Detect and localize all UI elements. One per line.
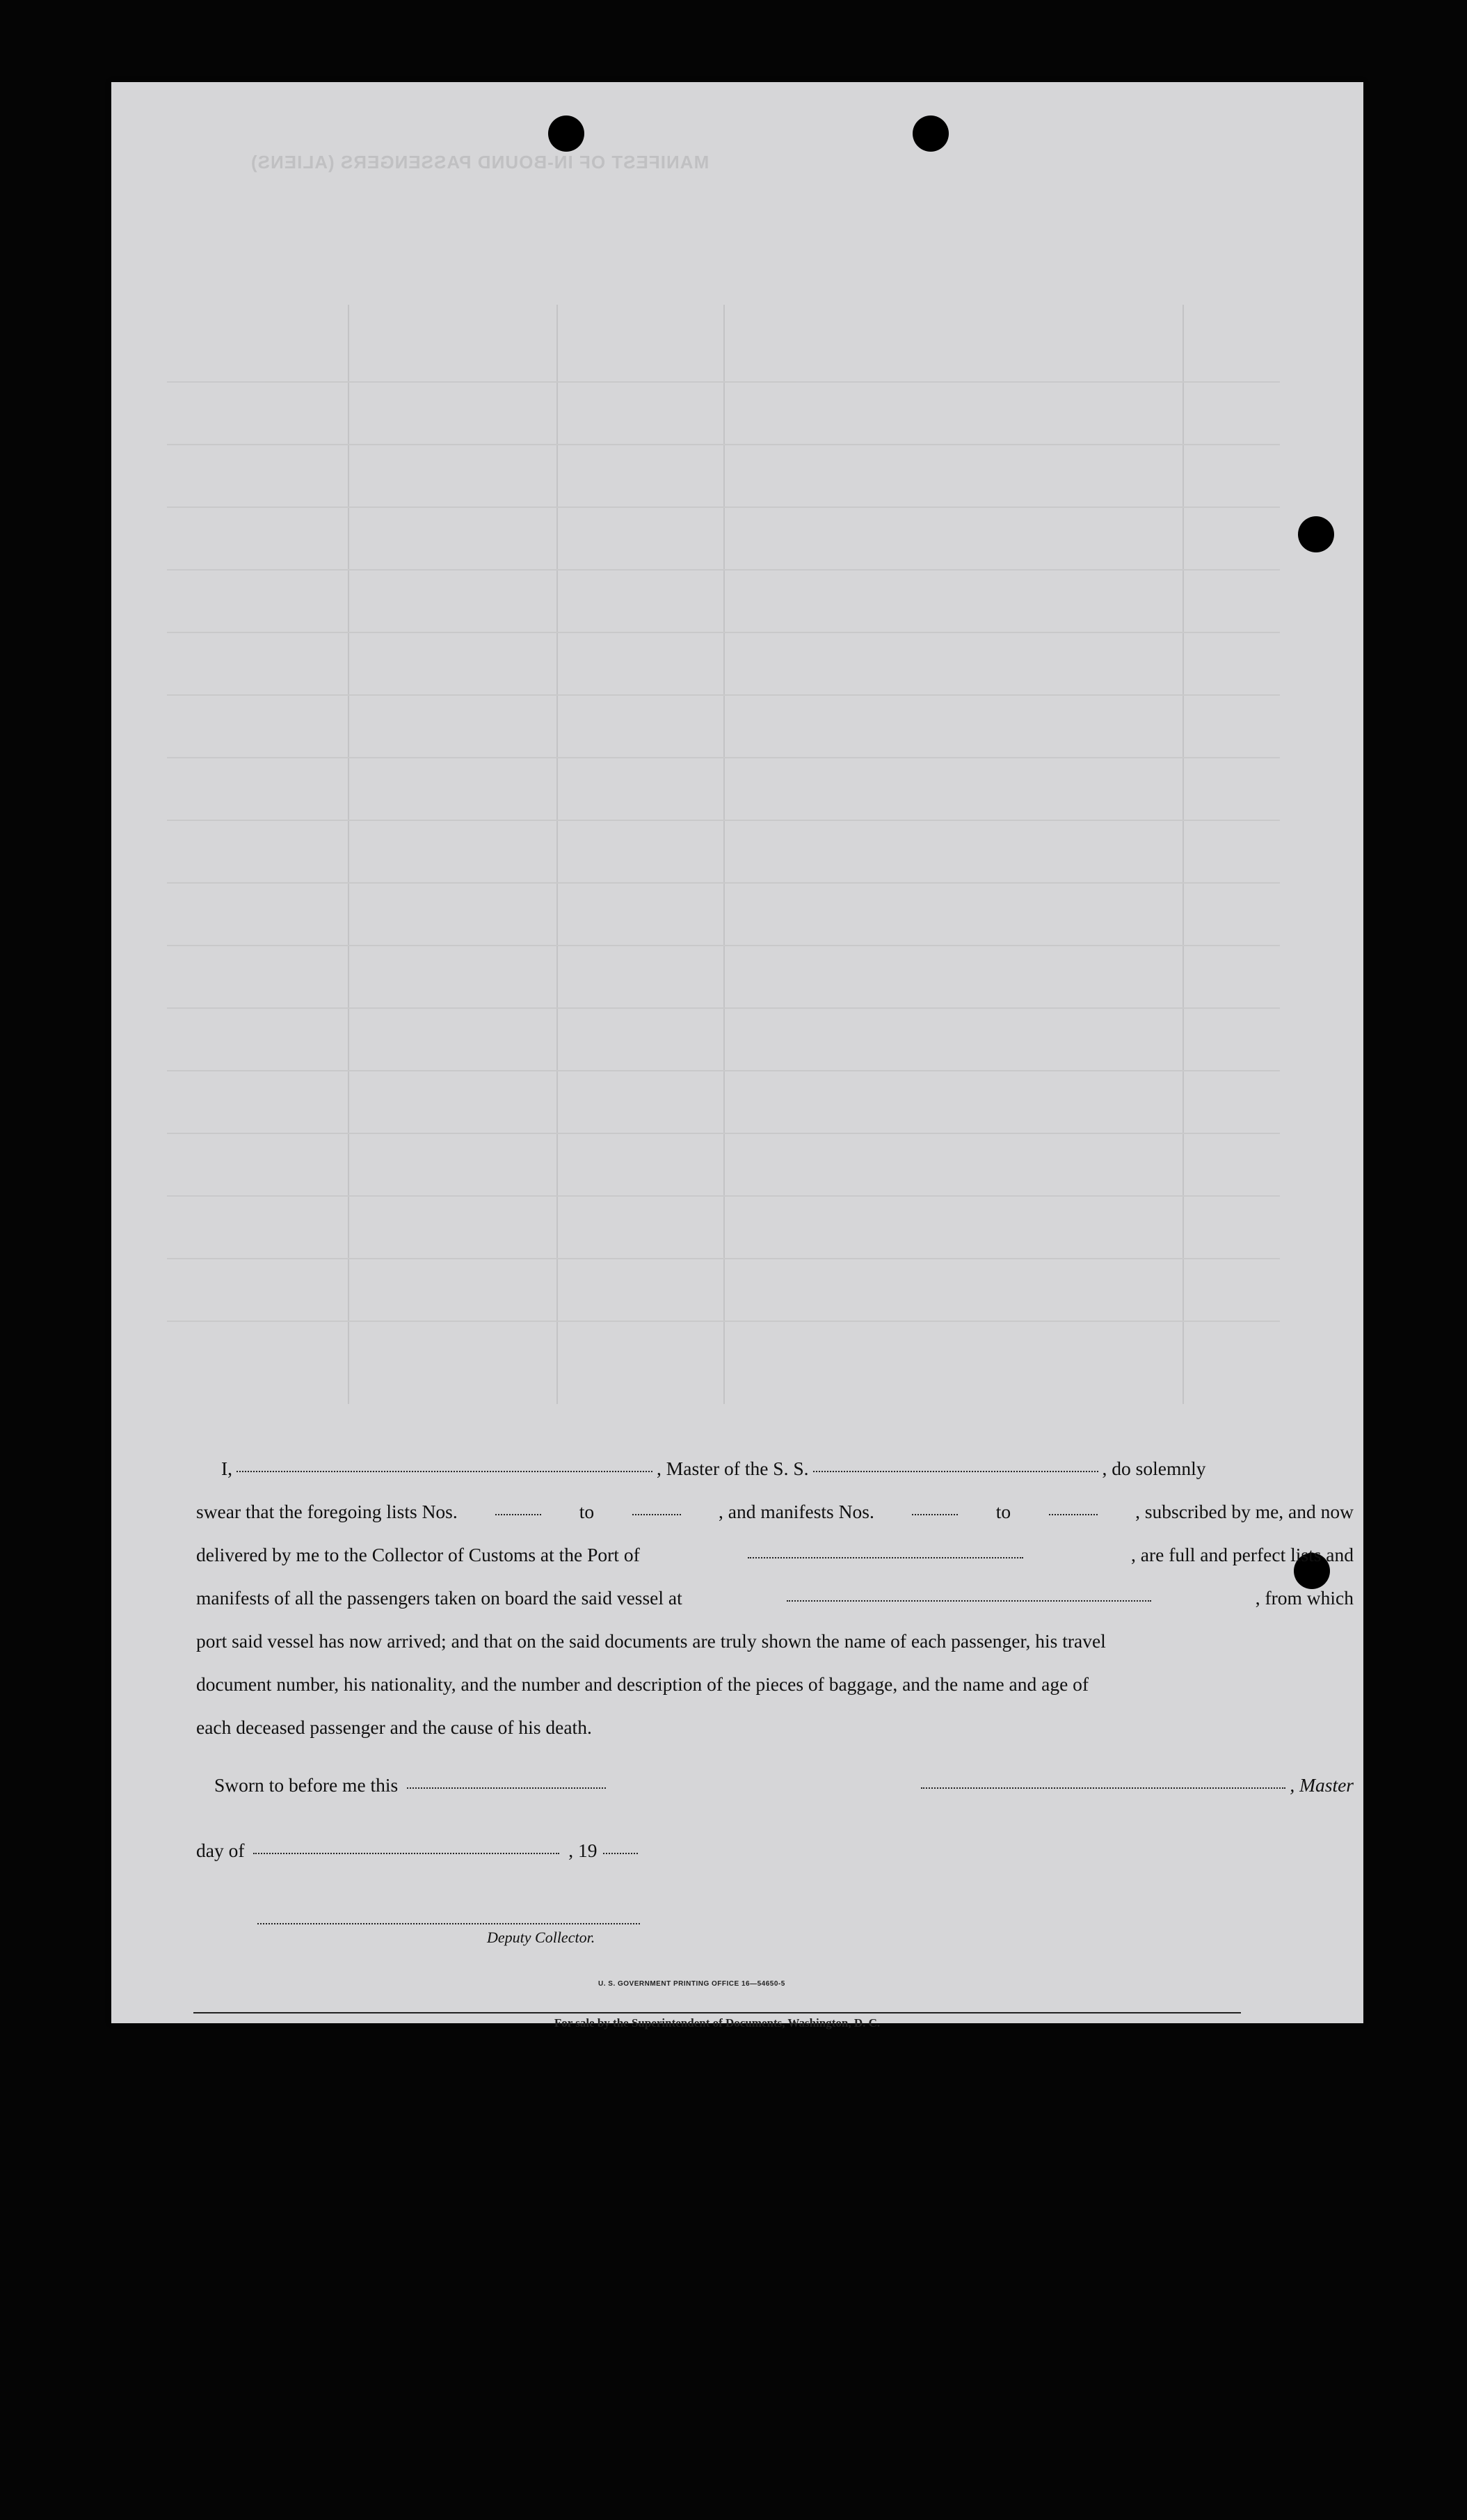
declaration-line-4 [196, 1577, 1354, 1620]
ghost-row-line [167, 507, 1280, 508]
master-signature-blank[interactable] [921, 1787, 1285, 1789]
declaration-text: to [995, 1501, 1011, 1522]
ghost-row-line [167, 882, 1280, 884]
ghost-row-line [167, 444, 1280, 445]
declaration-text: to [579, 1501, 595, 1522]
ghost-row-line [167, 1195, 1280, 1197]
ghost-title: MANIFEST OF IN-BOUND PASSENGERS (ALIENS) [250, 152, 710, 173]
declaration-text: , from which [1255, 1587, 1354, 1609]
declaration-line-5 [196, 1620, 1354, 1663]
declaration-line-6 [196, 1663, 1354, 1706]
ghost-column-line [348, 305, 349, 1404]
ghost-column-line [556, 305, 558, 1404]
sworn-before-line [214, 1774, 610, 1796]
punch-hole-right-upper [1298, 516, 1334, 552]
ghost-row-line [167, 1258, 1280, 1259]
ship-name-blank[interactable] [813, 1471, 1098, 1472]
footer-rule [193, 2012, 1241, 2013]
master-signature-line [807, 1774, 1354, 1796]
master-name-blank[interactable] [237, 1471, 652, 1472]
show-through [111, 82, 1363, 1404]
ghost-row-line [167, 381, 1280, 383]
manifest-back-page [111, 82, 1363, 2029]
deputy-collector-label: Deputy Collector. [487, 1929, 595, 1946]
ghost-row-line [167, 1007, 1280, 1009]
ghost-row-line [167, 1321, 1280, 1322]
declaration-text: document number, his nationality, and the number and description of the pieces of baggage, and the name and age of [196, 1673, 1089, 1695]
declaration-line-1 [196, 1447, 1354, 1490]
ghost-row-line [167, 694, 1280, 696]
ghost-row-line [167, 569, 1280, 571]
manifests-from-blank[interactable] [912, 1514, 958, 1515]
sworn-date-blank[interactable] [407, 1787, 606, 1789]
declaration-line-7 [196, 1706, 1354, 1749]
declaration-text: manifests of all the passengers taken on board the said vessel at [196, 1587, 682, 1609]
printing-office-imprint: U. S. GOVERNMENT PRINTING OFFICE 16—54650-5 [598, 1980, 785, 1988]
ghost-row-line [167, 632, 1280, 633]
declaration-text: port said vessel has now arrived; and that on the said documents are truly shown the name of each passenger, his travel [196, 1630, 1106, 1652]
declaration-text: , do solemnly [1102, 1458, 1206, 1479]
year-prefix: , 19 [568, 1840, 598, 1861]
lists-to-blank[interactable] [632, 1514, 681, 1515]
declaration-text: , subscribed by me, and now [1135, 1501, 1354, 1522]
ghost-row-line [167, 945, 1280, 946]
ghost-row-line [167, 1133, 1280, 1134]
port-of-arrival-blank[interactable] [748, 1557, 1023, 1558]
day-of-line [196, 1840, 642, 1862]
declaration-line-3 [196, 1533, 1354, 1577]
punch-hole-top-left [548, 115, 584, 152]
ghost-column-line [723, 305, 725, 1404]
lists-from-blank[interactable] [495, 1514, 541, 1515]
ghost-row-line [167, 820, 1280, 821]
sworn-label: Sworn to before me this [214, 1774, 399, 1796]
month-blank[interactable] [253, 1853, 559, 1854]
punch-hole-top-right [913, 115, 949, 152]
declaration-text: swear that the foregoing lists Nos. [196, 1501, 458, 1522]
sale-notice: For sale by the Superintendent of Documents, Washington, D. C. [554, 2016, 881, 2029]
ghost-row-line [167, 757, 1280, 758]
declaration-text: I, [221, 1458, 233, 1479]
declaration-text: , and manifests Nos. [719, 1501, 874, 1522]
declaration-text: each deceased passenger and the cause of his death. [196, 1716, 592, 1738]
master-label: , Master [1290, 1774, 1354, 1796]
master-declaration [196, 1447, 1354, 1749]
year-blank[interactable] [603, 1853, 638, 1854]
ghost-row-line [167, 1070, 1280, 1071]
day-of-label: day of [196, 1840, 245, 1861]
declaration-line-2 [196, 1490, 1354, 1533]
declaration-text: , Master of the S. S. [657, 1458, 809, 1479]
ghost-column-line [1183, 305, 1184, 1404]
manifests-to-blank[interactable] [1049, 1514, 1098, 1515]
declaration-text: , are full and perfect lists and [1131, 1544, 1354, 1565]
deputy-signature-blank[interactable] [257, 1923, 640, 1924]
port-of-departure-blank[interactable] [787, 1600, 1151, 1602]
declaration-text: delivered by me to the Collector of Customs at the Port of [196, 1544, 640, 1565]
